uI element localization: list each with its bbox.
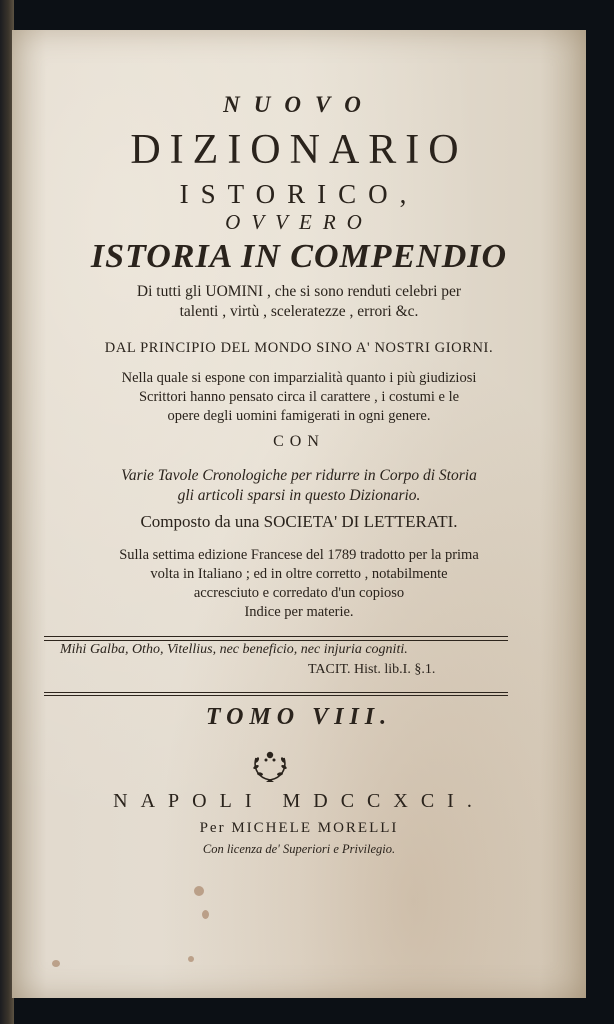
foxing-stain bbox=[52, 960, 60, 967]
subtitle-line-3: DAL PRINCIPIO DEL MONDO SINO A' NOSTRI GIORNI. bbox=[104, 340, 494, 356]
imprint-license: Con licenza de' Superiori e Privilegio. bbox=[202, 842, 396, 856]
title-istorico: ISTORICO, bbox=[179, 179, 419, 209]
title-istoria-in-compendio: ISTORIA IN COMPENDIO bbox=[90, 238, 508, 275]
subtitle-line-1: Di tutti gli UOMINI , che si sono renduti celebri per bbox=[136, 283, 462, 300]
divider-rule bbox=[44, 640, 508, 641]
divider-rule bbox=[44, 636, 508, 637]
tavole-line-2: gli articoli sparsi in questo Dizionario. bbox=[177, 487, 421, 504]
divider-rule bbox=[44, 692, 508, 693]
title-dizionario: DIZIONARIO bbox=[130, 127, 468, 173]
epigraph-motto: Mihi Galba, Otho, Vitellius, nec beneficio, nec injuria cogniti. bbox=[60, 642, 408, 657]
tavole-line-1: Varie Tavole Cronologiche per ridurre in Corpo di Storia bbox=[121, 467, 477, 484]
epigraph-source: TACIT. Hist. lib.I. §.1. bbox=[308, 662, 436, 677]
title-page bbox=[12, 30, 586, 998]
description-line-2: Scrittori hanno pensato circa il carattere , i costumi e le bbox=[138, 389, 460, 405]
imprint-publisher: Per MICHELE MORELLI bbox=[199, 820, 399, 836]
foxing-stain bbox=[194, 886, 204, 896]
imprint-place-year: NAPOLI MDCCXCI. bbox=[113, 790, 485, 812]
divider-rule bbox=[44, 695, 508, 696]
edition-line-2: volta in Italiano ; ed in oltre corretto , notabilmente bbox=[150, 566, 448, 582]
composto-line: Composto da una SOCIETA' DI LETTERATI. bbox=[140, 512, 458, 531]
description-line-3: opere degli uomini famigerati in ogni genere. bbox=[167, 408, 431, 424]
laurel-wreath-icon bbox=[248, 746, 292, 786]
edition-line-1: Sulla settima edizione Francese del 1789 tradotto per la prima bbox=[119, 547, 479, 563]
foxing-stain bbox=[188, 956, 194, 962]
subtitle-line-2: talenti , virtù , sceleratezze , errori &c. bbox=[179, 303, 419, 320]
title-ovvero: OVVERO bbox=[225, 210, 373, 234]
volume-number: TOMO VIII. bbox=[205, 704, 393, 730]
description-line-1: Nella quale si espone con imparzialità quanto i più giudiziosi bbox=[121, 370, 477, 386]
edition-line-3: accresciuto e corredato d'un copioso bbox=[193, 585, 405, 601]
con-heading: CON bbox=[273, 433, 325, 450]
edition-line-4: Indice per materie. bbox=[244, 604, 354, 620]
foxing-stain bbox=[202, 910, 209, 919]
title-nuovo: NUOVO bbox=[223, 92, 375, 117]
